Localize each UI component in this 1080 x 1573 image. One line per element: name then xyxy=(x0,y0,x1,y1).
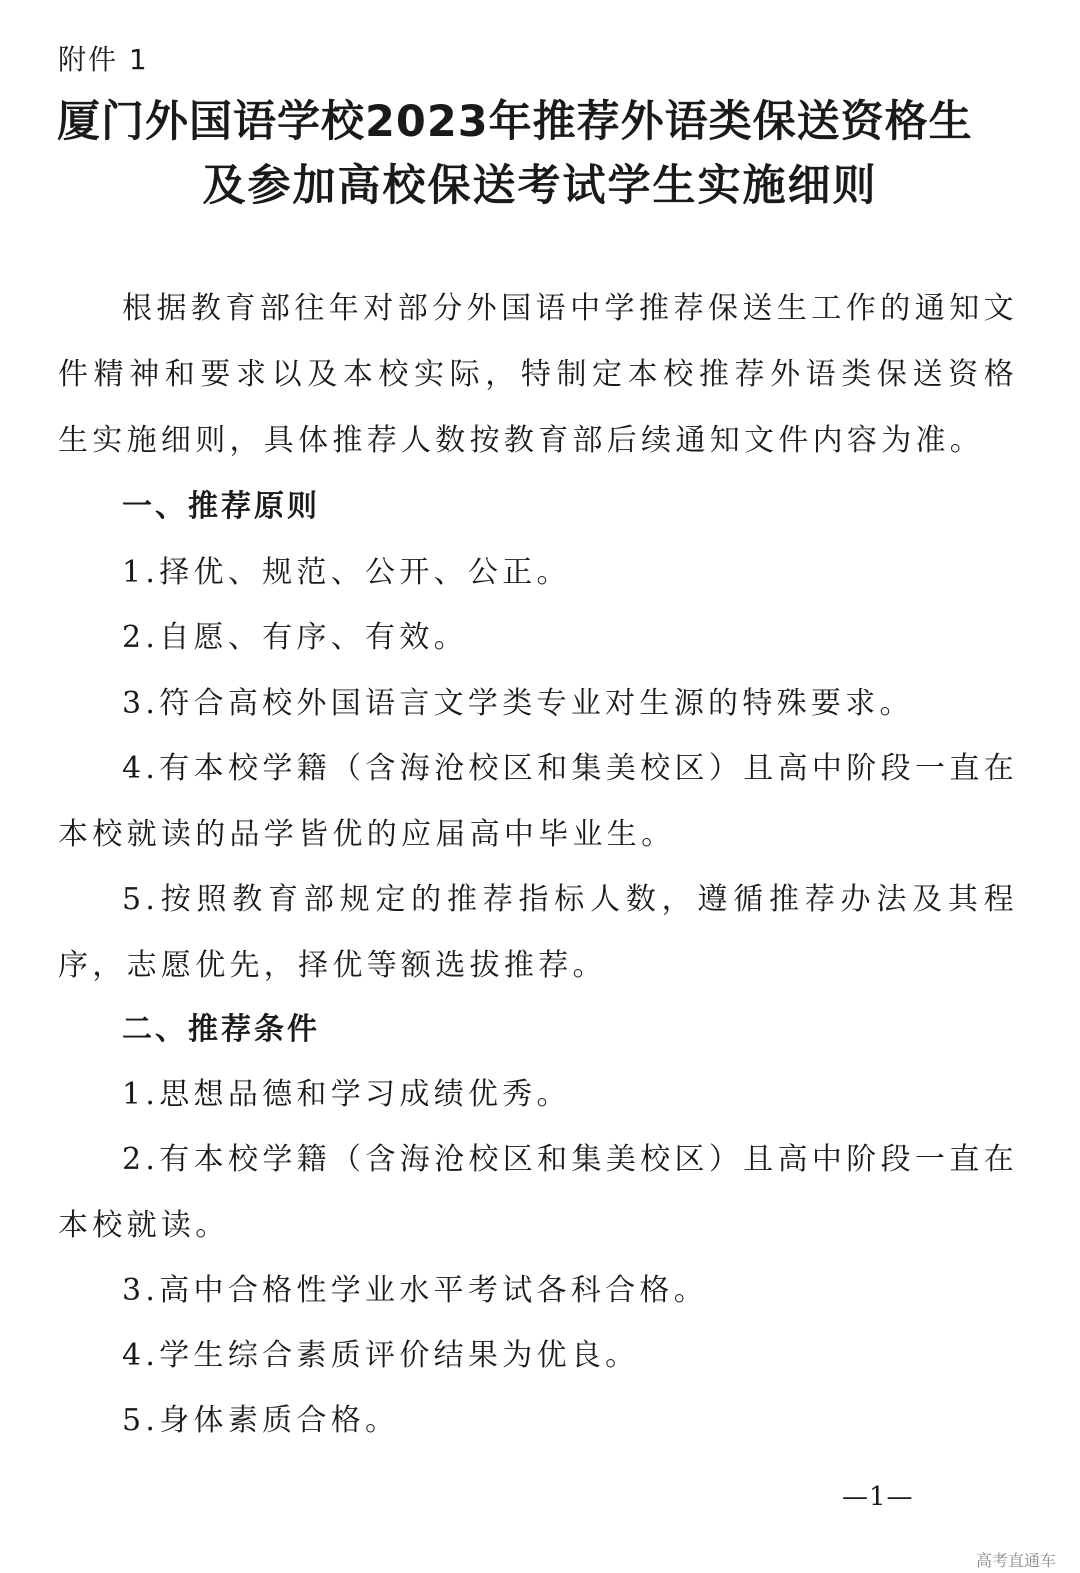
condition-item-2: 2.有本校学籍（含海沧校区和集美校区）且高中阶段一直在本校就读。 xyxy=(58,1142,1018,1243)
attachment-label: 附件 1 xyxy=(58,43,149,76)
principle-item-2: 2.自愿、有序、有效。 xyxy=(122,620,468,655)
principle-item-1: 1.择优、规范、公开、公正。 xyxy=(122,555,571,590)
condition-item-1: 1.思想品德和学习成绩优秀。 xyxy=(122,1077,571,1112)
principle-item-4: 4.有本校学籍（含海沧校区和集美校区）且高中阶段一直在本校就读的品学皆优的应届高中毕业生。 xyxy=(58,751,1018,852)
document-title-line-1: 厦门外国语学校2023年推荐外语类保送资格生 xyxy=(57,97,973,147)
condition-item-5: 5.身体素质合格。 xyxy=(122,1403,400,1438)
condition-item-4: 4.学生综合素质评价结果为优良。 xyxy=(122,1338,640,1373)
condition-item-3: 3.高中合格性学业水平考试各科合格。 xyxy=(122,1273,709,1308)
principle-item-3: 3.符合高校外国语言文学类专业对生源的特殊要求。 xyxy=(122,686,914,721)
intro-paragraph: 根据教育部往年对部分外国语中学推荐保送生工作的通知文件精神和要求以及本校实际，特制定本校推荐外语类保送资格生实施细则，具体推荐人数按教育部后续通知文件内容为准。 xyxy=(58,291,1018,458)
watermark: 高考直通车 xyxy=(975,1551,1056,1570)
section-heading-principles: 一、推荐原则 xyxy=(122,489,320,524)
section-heading-conditions: 二、推荐条件 xyxy=(122,1012,320,1047)
page-number: —1— xyxy=(842,1482,914,1512)
principle-item-5: 5.按照教育部规定的推荐指标人数，遵循推荐办法及其程序，志愿优先，择优等额选拔推荐。 xyxy=(58,882,1018,983)
document-title-line-2: 及参加高校保送考试学生实施细则 xyxy=(202,161,878,211)
